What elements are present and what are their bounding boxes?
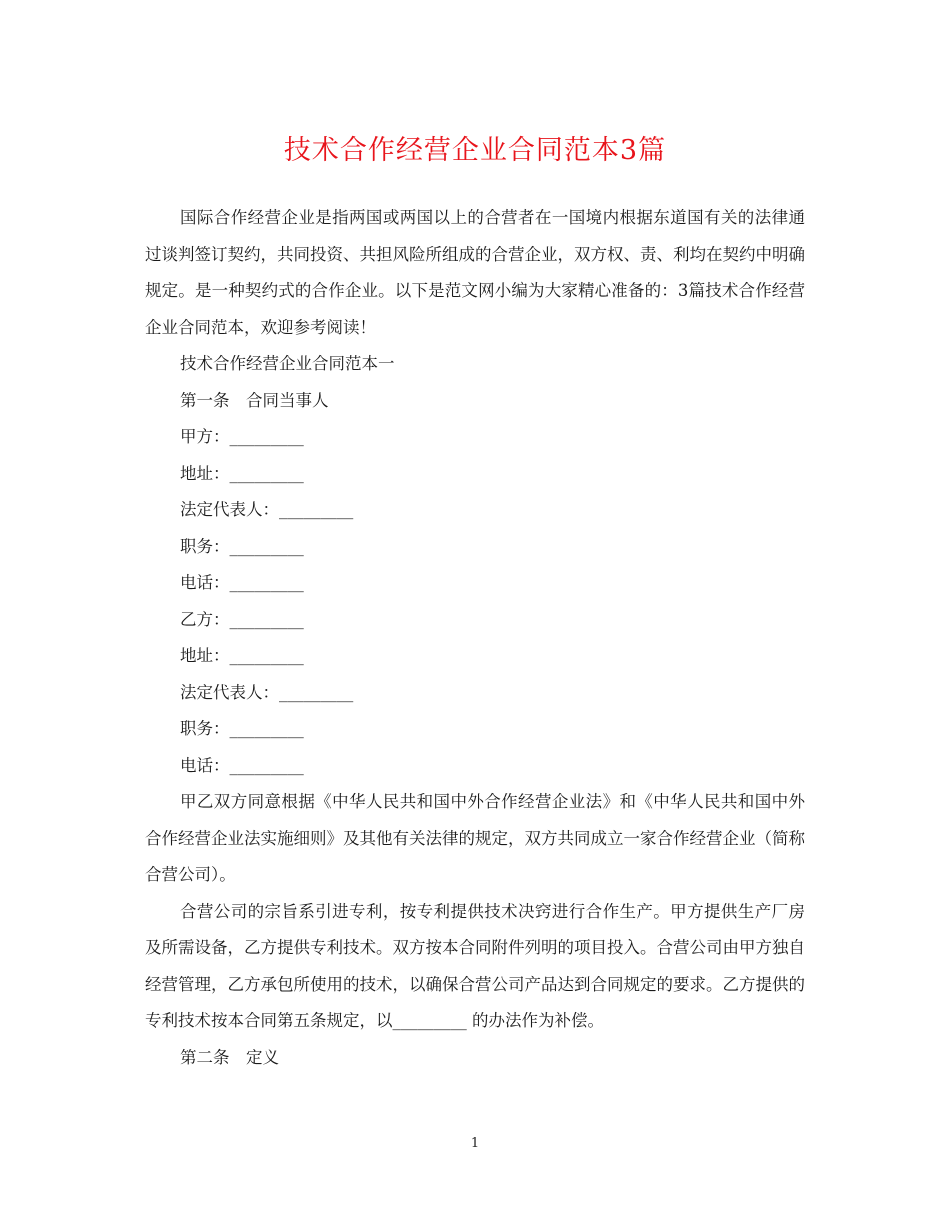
party-field: 电话：_________: [180, 755, 304, 775]
party-field: 法定代表人：_________: [180, 682, 354, 702]
party-field: 职务：_________: [180, 536, 304, 556]
intro-paragraph: 国际合作经营企业是指两国或两国以上的合营者在一国境内根据东道国有关的法律通过谈判签订契约，共同投资、共担风险所组成的合营企业，双方权、责、利均在契约中明确规定。是一种契约式的合作企业。以下是范文网小编为大家精心准备的：3篇技术合作经营企业合同范本，欢迎参考阅读！: [145, 208, 805, 337]
page-number: 1: [470, 1136, 480, 1151]
section-heading: 技术合作经营企业合同范本一: [180, 354, 395, 373]
body-paragraph: 甲乙双方同意根据《中华人民共和国中外合作经营企业法》和《中华人民共和国中外合作经营企业法实施细则》及其他有关法律的规定，双方共同成立一家合作经营企业（简称合营公司）。: [145, 792, 805, 884]
article-heading: 第一条 合同当事人: [180, 390, 329, 410]
document-title: 技术合作经营企业合同范本3篇: [283, 135, 667, 166]
body-paragraph: 合营公司的宗旨系引进专利，按专利提供技术决窍进行合作生产。甲方提供生产厂房及所需设备，乙方提供专利技术。双方按本合同附件列明的项目投入。合营公司由甲方独自经营管理，乙方承包所使用的技术，以确保合营公司产品达到合同规定的要求。乙方提供的专利技术按本合同第五条规定，以_________ 的办法作为补偿。: [145, 901, 805, 1030]
article-heading: 第二条 定义: [180, 1047, 279, 1067]
party-field: 乙方：_________: [180, 609, 304, 629]
party-field: 电话：_________: [180, 573, 304, 592]
party-field: 地址：_________: [180, 463, 304, 483]
document-body: [145, 200, 805, 1076]
party-field: 地址：_________: [180, 646, 304, 665]
party-field: 职务：_________: [180, 719, 304, 738]
party-field: 甲方：_________: [180, 427, 304, 446]
party-field: 法定代表人：_________: [180, 500, 354, 519]
